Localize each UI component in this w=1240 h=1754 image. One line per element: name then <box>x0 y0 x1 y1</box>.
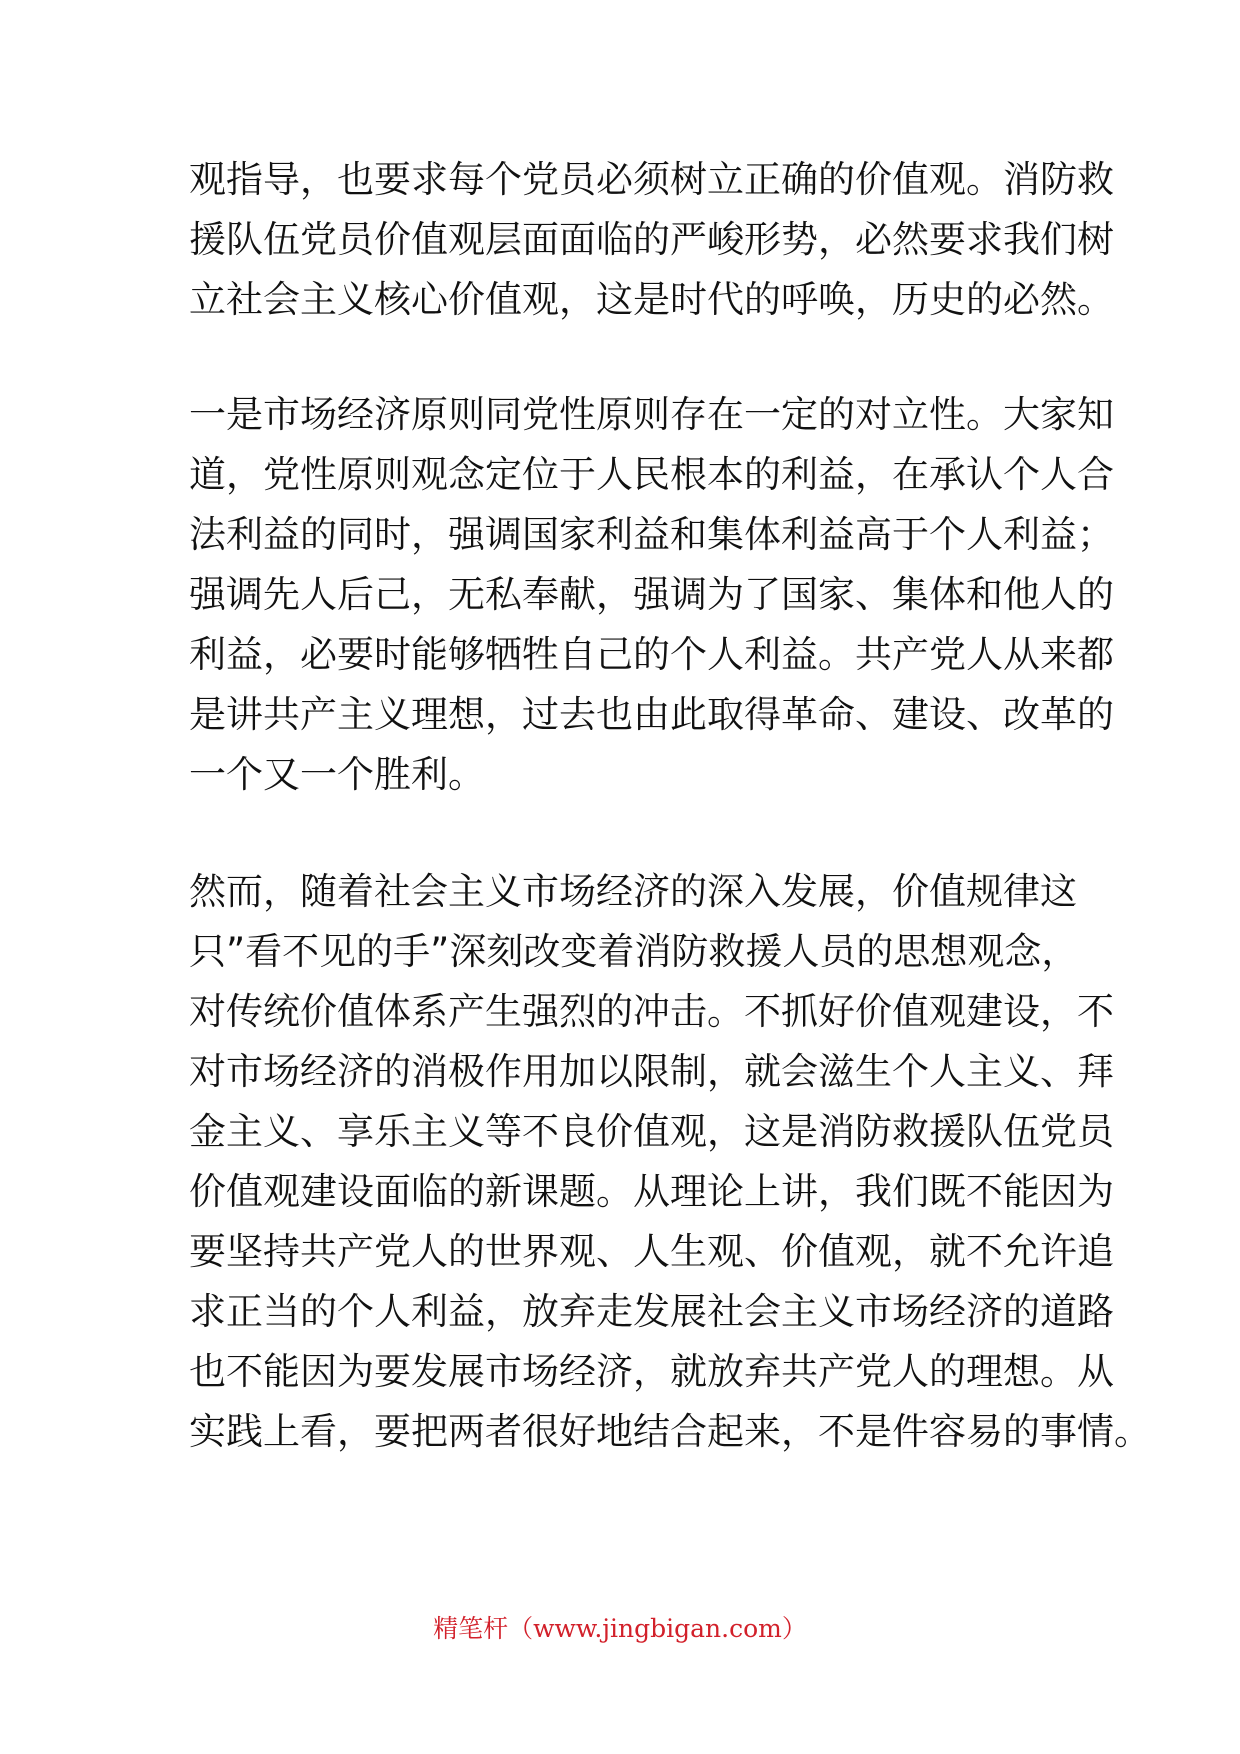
text-line: 要坚持共产党人的世界观、人生观、价值观，就不允许追 <box>189 1230 1114 1273</box>
text-line: 也不能因为要发展市场经济，就放弃共产党人的理想。从 <box>189 1350 1114 1393</box>
text-line: 观指导，也要求每个党员必须树立正确的价值观。消防救 <box>189 158 1114 201</box>
text-line: 法利益的同时，强调国家利益和集体利益高于个人利益； <box>189 513 1114 556</box>
text-line: 只”看不见的手”深刻改变着消防救援人员的思想观念， <box>189 930 1079 973</box>
text-line: 立社会主义核心价值观，这是时代的呼唤，历史的必然。 <box>189 278 1114 321</box>
text-line: 一个又一个胜利。 <box>189 753 485 796</box>
text-line: 强调先人后己，无私奉献，强调为了国家、集体和他人的 <box>189 573 1114 616</box>
text-line: 对传统价值体系产生强烈的冲击。不抓好价值观建设，不 <box>189 990 1114 1033</box>
text-line: 金主义、享乐主义等不良价值观，这是消防救援队伍党员 <box>189 1110 1114 1153</box>
text-line: 实践上看，要把两者很好地结合起来，不是件容易的事情。 <box>189 1410 1151 1453</box>
text-line: 对市场经济的消极作用加以限制，就会滋生个人主义、拜 <box>189 1050 1114 1093</box>
text-line: 一是市场经济原则同党性原则存在一定的对立性。大家知 <box>189 393 1114 436</box>
text-line: 道，党性原则观念定位于人民根本的利益，在承认个人合 <box>189 453 1114 496</box>
text-line: 利益，必要时能够牺牲自己的个人利益。共产党人从来都 <box>189 633 1114 676</box>
text-line: 援队伍党员价值观层面面临的严峻形势，必然要求我们树 <box>189 218 1114 261</box>
text-line: 求正当的个人利益，放弃走发展社会主义市场经济的道路 <box>189 1290 1114 1333</box>
text-line: 是讲共产主义理想，过去也由此取得革命、建设、改革的 <box>189 693 1114 736</box>
footer-source-link[interactable]: 精笔杆（www.jingbigan.com） <box>433 1614 807 1643</box>
text-line: 然而，随着社会主义市场经济的深入发展，价值规律这 <box>189 870 1077 913</box>
text-line: 价值观建设面临的新课题。从理论上讲，我们既不能因为 <box>189 1170 1114 1213</box>
